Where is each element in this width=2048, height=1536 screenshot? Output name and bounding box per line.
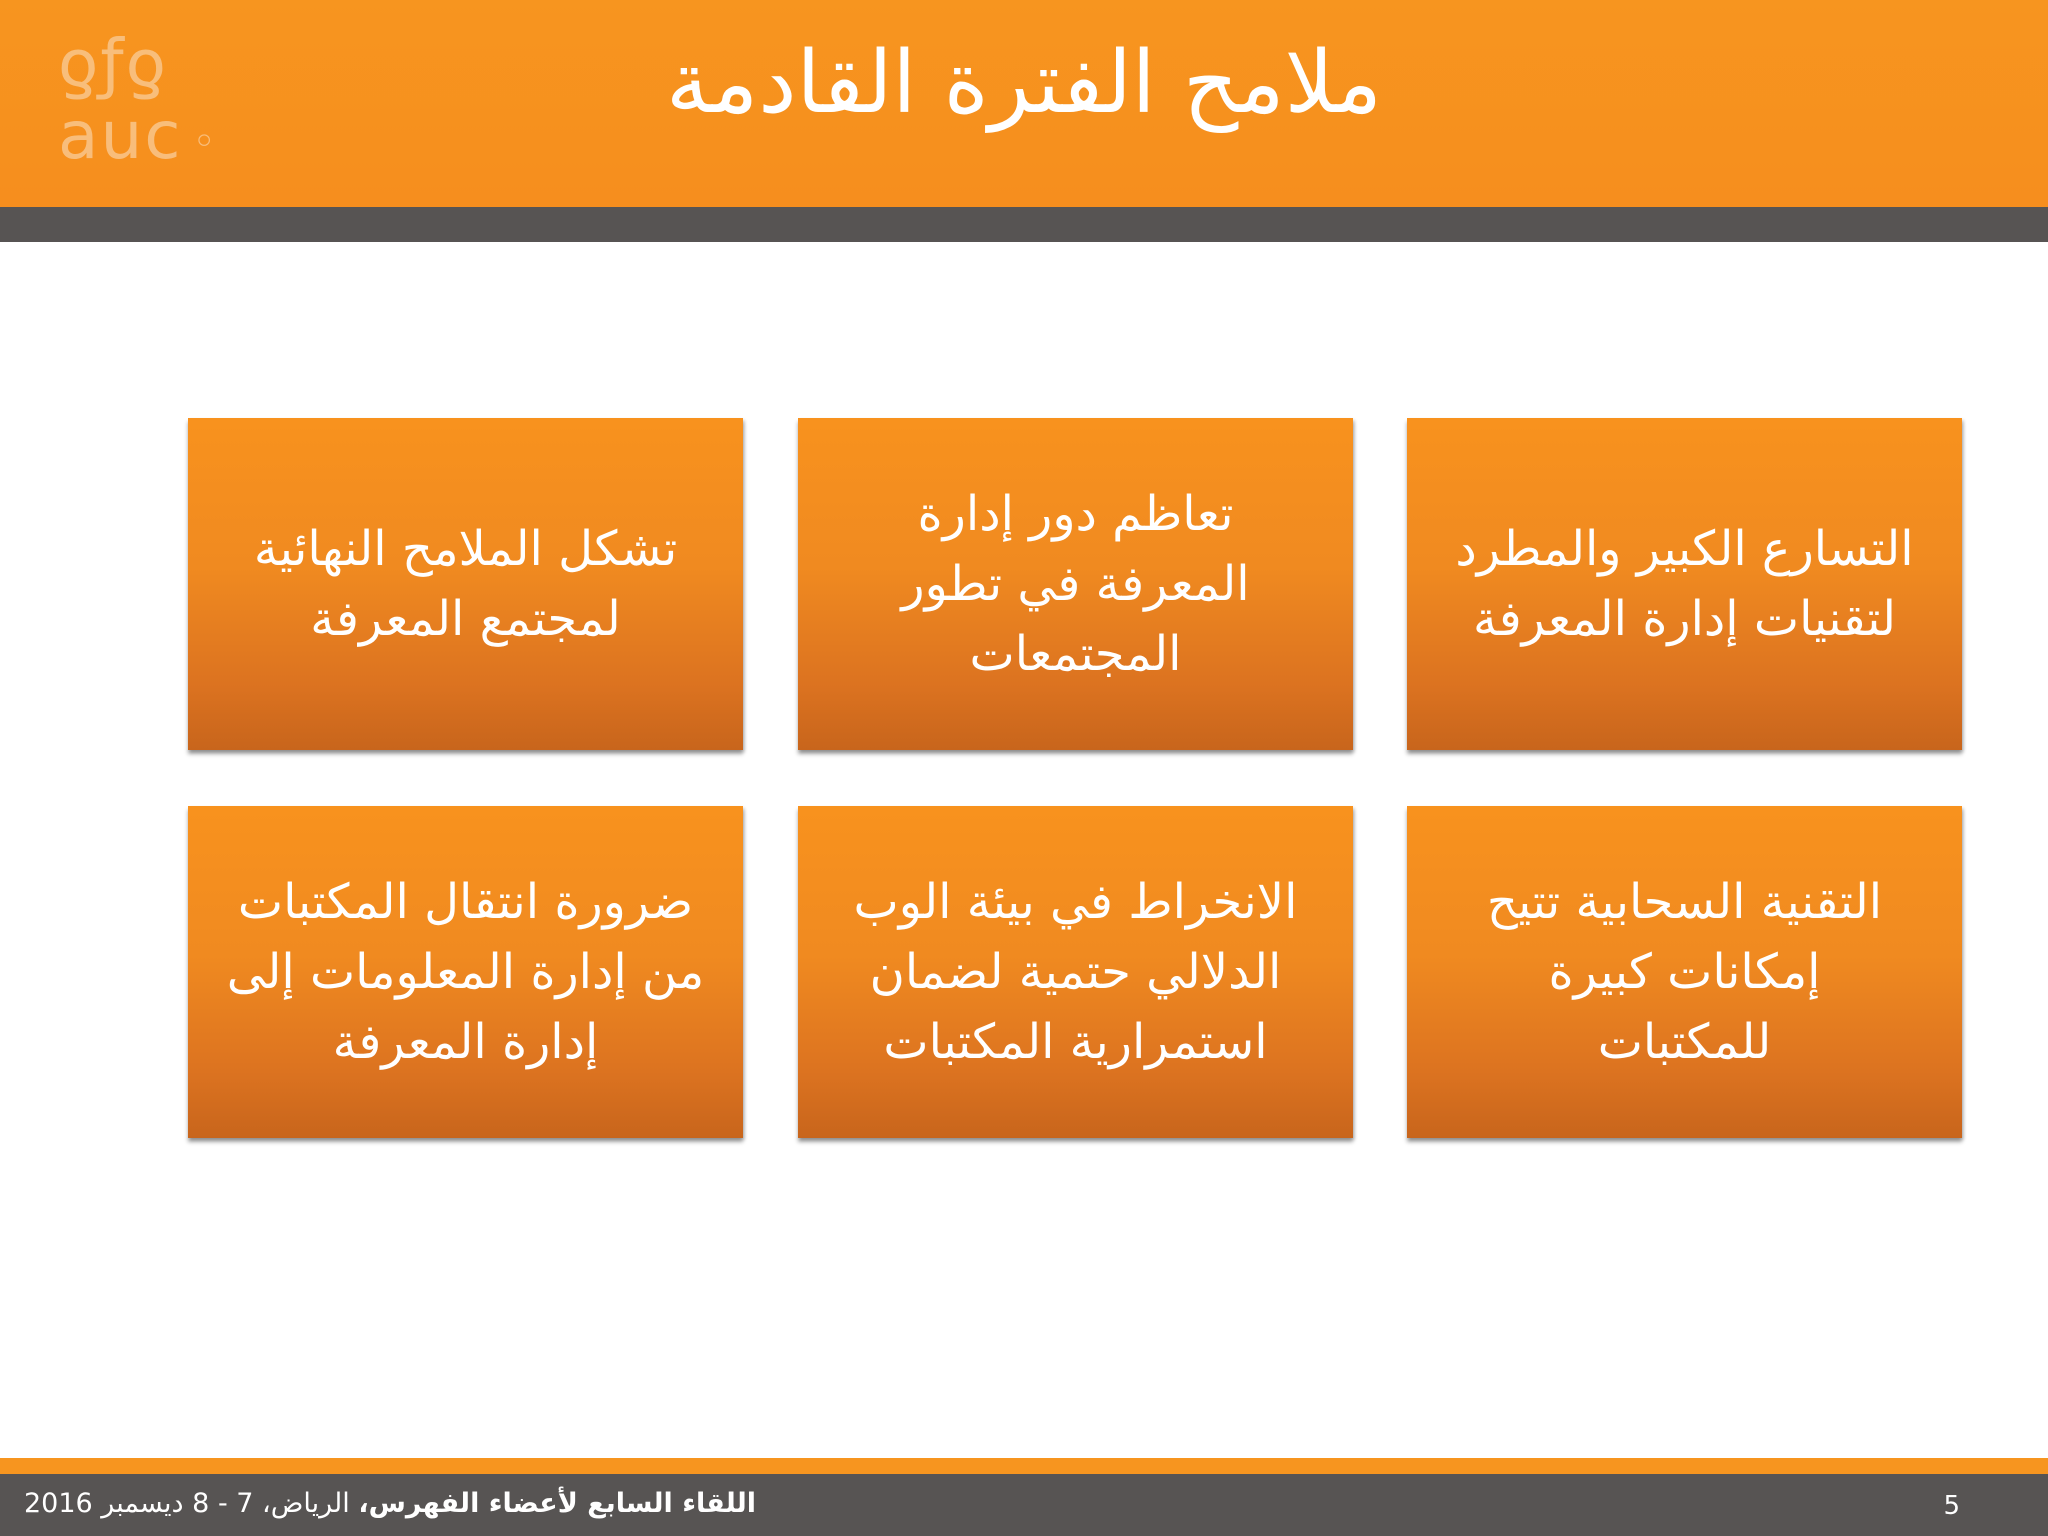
slide-title: ملامح الفترة القادمة [666, 33, 1382, 133]
footer-accent-bar [0, 1458, 2048, 1474]
logo-line-2: auc [58, 97, 183, 174]
card-cloud-technology [1407, 806, 1962, 1138]
footer-bar [0, 1474, 2048, 1536]
card-text: الانخراط في بيئة الوب الدلالي حتمية لضمان استمرارية المكتبات [853, 874, 1298, 1070]
card-text: التسارع الكبير والمطرد لتقنيات إدارة المعرفة [1455, 521, 1914, 647]
card-libraries-transition [188, 806, 743, 1138]
footer-event-name: اللقاء السابع لأعضاء الفهرس، [358, 1488, 756, 1519]
logo-mark: ◦ [192, 119, 218, 165]
logo [58, 25, 218, 188]
card-growing-km-role [798, 418, 1353, 750]
card-accelerating-km-tech [1407, 418, 1962, 750]
card-text: التقنية السحابية تتيح إمكانات كبيرة للمكتبات [1486, 874, 1883, 1070]
header-band [0, 0, 2048, 207]
footer-event-text [24, 1484, 756, 1524]
footer-event-details: الرياض، 7 - 8 ديسمبر 2016 [24, 1488, 359, 1519]
card-text: تشكل الملامح النهائية لمجتمع المعرفة [253, 521, 678, 647]
logo-line-1: ƍƒƍ [58, 25, 168, 102]
card-semantic-web [798, 806, 1353, 1138]
card-text: تعاظم دور إدارة المعرفة في تطور المجتمعات [901, 486, 1250, 682]
card-text: ضرورة انتقال المكتبات من إدارة المعلومات إلى إدارة المعرفة [226, 874, 705, 1070]
page-number: 5 [1943, 1491, 1960, 1521]
header-divider-bar [0, 207, 2048, 242]
card-knowledge-society [188, 418, 743, 750]
